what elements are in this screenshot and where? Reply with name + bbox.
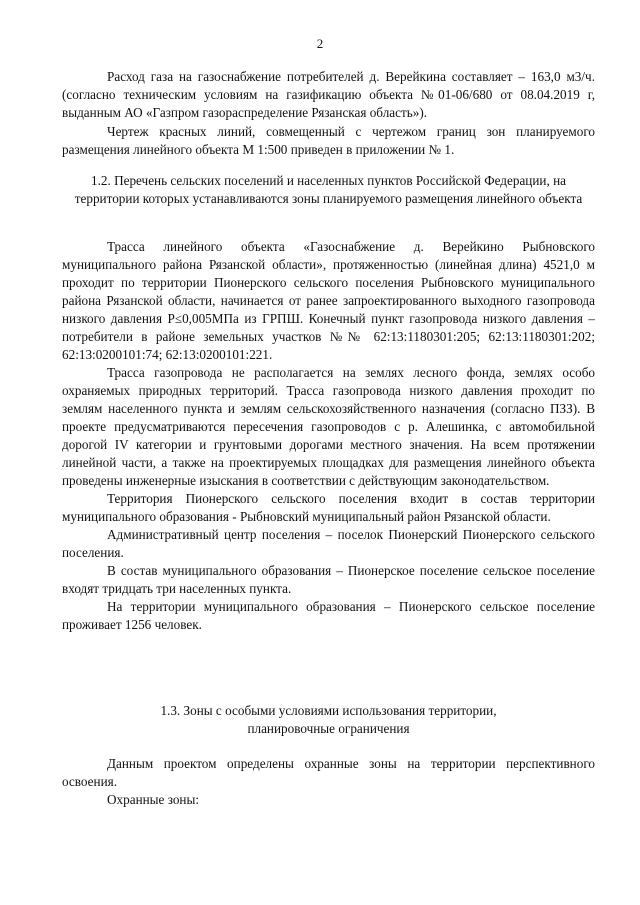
section-1-2-heading-block xyxy=(62,172,595,208)
section-1-3-heading: 1.3. Зоны с особыми условиями использования территории, планировочные ограничения xyxy=(160,703,497,736)
red-lines-paragraph: Чертеж красных линий, совмещенный с чертежом границ зон планируемого размещения линейного объекта М 1:500 приведен в приложении № 1. xyxy=(62,124,595,157)
section-1-3-body xyxy=(62,755,595,809)
lands-paragraph: Трасса газопровода не располагается на землях лесного фонда, землях особо охраняемых природных территорий. Трасса газопровода низкого давления проходит по землям населенного пункта и землям сельскохозяйственного назначения (согласно ПЗЗ). В проекте предусматриваются пересечения газопроводов с р. Алешинка, с автомобильной дорогой IV категории и грунтовыми дорогами местного значения. На всем протяжении линейной части, а также на проектируемых площадках для размещения линейного объекта проведены инженерные изыскания в соответствии с действующим законодательством. xyxy=(62,365,595,488)
section-1-3-heading-block xyxy=(62,702,595,738)
protection-zones-label: Охранные зоны: xyxy=(107,792,199,807)
gas-consumption-paragraph: Расход газа на газоснабжение потребителей д. Верейкина составляет – 163,0 м3/ч. (согласно техническим условиям на газификацию объекта №01-06/680 от 08.04.2019 г, выданным АО «Газпром газораспределение Рязанская область»). xyxy=(62,69,595,120)
section-1-2-heading: 1.2. Перечень сельских поселений и населенных пунктов Российской Федерации, на территории которых устанавливаются зоны планируемого размещения линейного объекта xyxy=(74,173,583,206)
route-paragraph: Трасса линейного объекта «Газоснабжение д. Верейкино Рыбновского муниципального района Рязанской области», протяженностью (линейная длина) 4521,0 м проходит по территории Пионерского сельского поселения Рыбновского муниципального района Рязанской области, начинается от ранее запроектированного выходного газопровода низкого давления Р≤0,005МПа из ГРПШ. Конечный пункт газопровода низкого давления – потребители в районе земельных участков №№ 62:13:1180301:205; 62:13:1180301:202; 62:13:0200101:74; 62:13:0200101:221. xyxy=(62,239,595,362)
admin-center-paragraph: Административный центр поселения – поселок Пионерский Пионерского сельского поселения. xyxy=(62,527,595,560)
intro-block xyxy=(62,68,595,159)
settlements-count-paragraph: В состав муниципального образования – Пионерское поселение сельское поселение входят тридцать три населенных пункта. xyxy=(62,563,595,596)
section-1-2-body xyxy=(62,238,595,634)
protection-zones-paragraph: Данным проектом определены охранные зоны на территории перспективного освоения. xyxy=(62,756,595,789)
population-paragraph: На территории муниципального образования – Пионерского сельское поселение проживает 1256 человек. xyxy=(62,599,595,632)
territory-paragraph: Территория Пионерского сельского поселения входит в состав территории муниципального образования - Рыбновский муниципальный район Рязанской области. xyxy=(62,491,595,524)
page-number: 2 xyxy=(316,36,324,51)
